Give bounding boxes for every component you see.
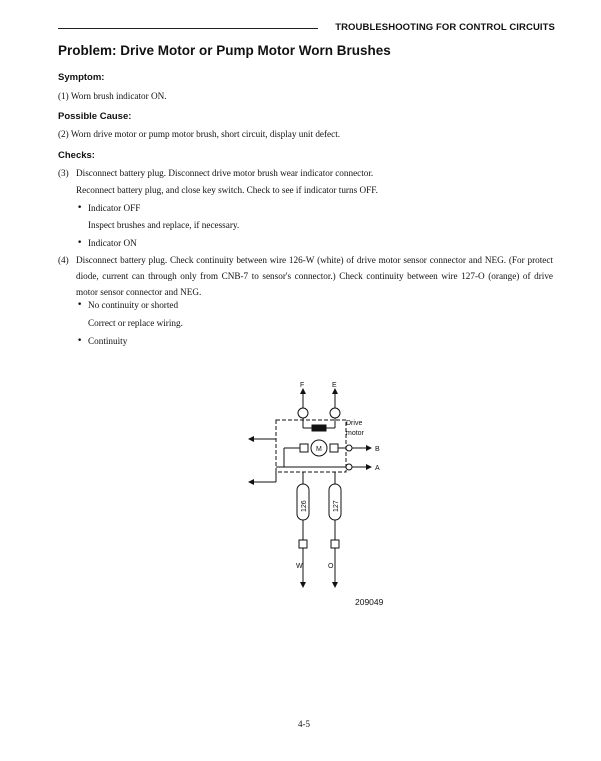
step3-bullet-off: • Indicator OFF — [88, 200, 140, 216]
step3-label: (3) — [58, 168, 69, 178]
step3-bullet-on: • Indicator ON — [88, 235, 137, 251]
drive-label: Drive — [346, 420, 363, 427]
m-label: M — [316, 446, 322, 453]
possible-cause-item: (2) Worn drive motor or pump motor brush, short circuit, display unit defect. — [58, 129, 341, 139]
page-number: 4-5 — [298, 719, 310, 729]
step4-bullet-no-continuity: • No continuity or shorted — [88, 297, 178, 313]
a-label: A — [375, 465, 380, 472]
step3-line2: Reconnect battery plug, and close key switch. Check to see if indicator turns OFF. — [76, 185, 378, 195]
step3-line1: Disconnect battery plug. Disconnect drive motor brush wear indicator connector. — [76, 168, 374, 178]
b-label: B — [375, 446, 380, 453]
f-label: F — [300, 382, 305, 389]
possible-cause-heading: Possible Cause: — [58, 111, 132, 122]
wiring-diagram — [240, 378, 410, 598]
motor-label: motor — [346, 430, 364, 437]
e-terminal — [330, 408, 340, 418]
e-label: E — [332, 382, 337, 389]
step4-bullet-continuity: • Continuity — [88, 333, 127, 349]
header-rule — [58, 28, 318, 29]
o-label: O — [328, 563, 334, 570]
brush-winding — [312, 425, 326, 431]
checks-heading: Checks: — [58, 150, 95, 161]
symptom-item: (1) Worn brush indicator ON. — [58, 91, 167, 101]
section-header: TROUBLESHOOTING FOR CONTROL CIRCUITS — [335, 22, 555, 33]
step4-text: Disconnect battery plug. Check continuity between wire 126-W (white) of drive motor sensor connector and NEG. (For protect diode, current can through only from CNB-7 to sensor's connector.) Check continuity between wire 127-O (orange) of drive motor sensor connector and NEG. — [76, 255, 553, 297]
figure-number: 209049 — [355, 597, 384, 607]
wire-127-label: 127 — [333, 500, 340, 512]
w-label: W — [296, 563, 303, 570]
step3-bullet-off-action: Inspect brushes and replace, if necessary. — [88, 220, 240, 230]
step4-bullet-no-continuity-action: Correct or replace wiring. — [88, 318, 183, 328]
f-terminal — [298, 408, 308, 418]
step4-label: (4) — [58, 255, 69, 265]
wire-126-label: 126 — [301, 500, 308, 512]
page-title: Problem: Drive Motor or Pump Motor Worn Brushes — [58, 43, 391, 58]
symptom-heading: Symptom: — [58, 72, 105, 83]
